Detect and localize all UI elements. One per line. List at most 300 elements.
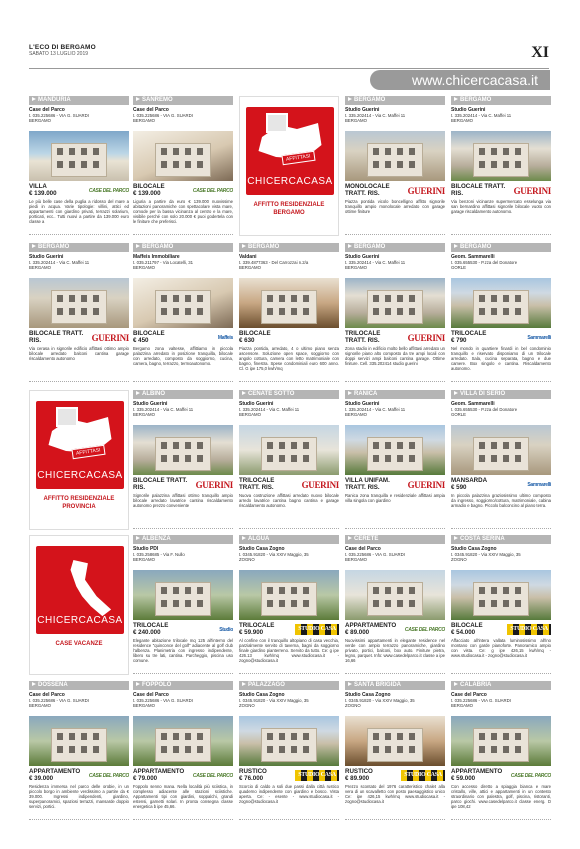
property-type-label: APPARTAMENTO [451, 768, 503, 775]
property-type [29, 330, 84, 344]
window-shape [69, 295, 75, 302]
property-type-label: BILOCALE TRATT. RIS. [133, 477, 188, 491]
window-shape [409, 161, 415, 168]
property-photo[interactable] [451, 425, 551, 475]
property-type [239, 330, 294, 344]
agency-city: ZOGNO [239, 557, 255, 563]
window-shape [185, 161, 191, 168]
affittasi-badge: AFFITTASI [71, 445, 105, 459]
agency-phone: t. 335.202414 - Via C. Maffei 11 [345, 260, 406, 265]
agency-city: GORLE [451, 412, 467, 418]
window-shape [503, 442, 509, 449]
window-shape [161, 600, 167, 607]
listing-description: Nel mondo in quartiere finardi in bel condominio tranquillo e riservato disponiamo di un trilocale arredato. Sala, cucina separata, bagno e due camere. Box singolo e cantina. Riscaldamento autonomo. [451, 346, 551, 371]
window-shape [479, 148, 485, 155]
window-shape [409, 746, 415, 753]
property-type-label: TRILOCALE [239, 622, 275, 629]
chicercacasa-promo[interactable] [239, 96, 339, 236]
window-shape [197, 455, 203, 462]
window-shape [173, 746, 179, 753]
property-price: € 59.900 [239, 629, 264, 636]
property-type [451, 477, 506, 491]
window-shape [197, 308, 203, 315]
listing-location: CENATE SOTTO [239, 390, 339, 399]
window-shape [173, 600, 179, 607]
listing-description: Elegante abitazione trilocale mq 125 all'interno del residence "quinconce del golf" adiacente al golf club l'albenza. Planimetria con ingresso indipendente, libero su tre lati, cantina. Parcheggio, piscina uso comune. [133, 638, 233, 663]
window-shape [491, 746, 497, 753]
property-type-label: BILOCALE [133, 330, 165, 337]
window-shape [267, 308, 273, 315]
property-type-label: MONOLOCALE TRATT. RIS. [345, 183, 390, 197]
listing-card[interactable] [29, 681, 129, 820]
listing-location: SANTA BRIGIDA [345, 681, 445, 690]
listing-location: ALBENZA [133, 535, 233, 544]
agency-name: Studio Guerini [239, 401, 274, 407]
listings-grid [29, 96, 551, 831]
agency-city: BERGAMO [29, 118, 51, 124]
agency-phone: t. 0345.91820 - Via XXIV Maggio, 35 [239, 552, 309, 557]
agency-logo: Studio [219, 627, 233, 633]
window-shape [291, 746, 297, 753]
window-shape [173, 455, 179, 462]
property-photo[interactable] [451, 131, 551, 181]
listing-location: BERGAMO [345, 243, 445, 252]
property-type-label: BILOCALE [133, 183, 165, 190]
listing-description: Piazza pontida vicolo boncelligno affitto signorile tranquillo ampio monolocale arredato con garage ottime finiture [345, 199, 445, 214]
property-price: € 79.000 [133, 775, 158, 782]
agency-city: BERGAMO [133, 265, 155, 271]
listing-card[interactable] [451, 96, 551, 235]
window-shape [397, 733, 403, 740]
listing-description: Foppolo senno mana. Nella località più sciistica, in complesso adiacente alle stazioni sciistiche. Appartamenti tipi con giardini, soppalchi, grandi estensi, garnetti solari. In pronta consegna classe energetica b ipe 45,66. [133, 784, 233, 809]
window-shape [385, 161, 391, 168]
agency-phone: t. 035.225686 - VIA G. SUARDI [29, 698, 89, 703]
property-photo[interactable] [29, 716, 129, 766]
agency-logo: STUDIO CASA [295, 624, 339, 635]
agency-logo: CASE DEL PARCO [88, 188, 129, 194]
agency-city: BERGAMO [345, 557, 367, 563]
window-shape [385, 295, 391, 302]
window-shape [385, 308, 391, 315]
listing-card[interactable] [451, 243, 551, 382]
agency-phone: t. 335.202414 - Via C. Maffei 11 [345, 113, 406, 118]
window-shape [173, 161, 179, 168]
window-shape [279, 733, 285, 740]
window-shape [161, 295, 167, 302]
window-shape [479, 295, 485, 302]
property-price: € 139.000 [29, 190, 57, 197]
listing-location: VILLA DI SERIO [451, 390, 551, 399]
property-photo[interactable] [239, 570, 339, 620]
window-shape [267, 295, 273, 302]
window-shape [303, 308, 309, 315]
listing-location: CERETE [345, 535, 445, 544]
agency-name: Studio Guerini [345, 254, 380, 260]
window-shape [503, 148, 509, 155]
agency-phone: t. 335.202414 - Via C. Maffei 11 [239, 407, 300, 412]
window-shape [503, 308, 509, 315]
agency-phone: t. 035.655530 - P.zza del Donatore [451, 260, 518, 265]
window-shape [409, 295, 415, 302]
agency-logo: CASE DEL PARCO [510, 773, 551, 779]
window-shape [279, 746, 285, 753]
property-price: € 54.000 [451, 629, 476, 636]
property-photo[interactable] [345, 131, 445, 181]
agency-name: Geom. Sammarelli [451, 254, 495, 260]
window-shape [173, 733, 179, 740]
property-photo[interactable] [345, 570, 445, 620]
window-shape [267, 442, 273, 449]
property-type [451, 622, 506, 636]
property-type [239, 622, 294, 636]
agency-phone: t. 0345.91820 - Via XXIV Maggio, 35 [239, 698, 309, 703]
window-shape [373, 746, 379, 753]
property-type [133, 622, 188, 636]
window-shape [385, 587, 391, 594]
window-shape [373, 308, 379, 315]
agency-city: BERGAMO [133, 703, 155, 709]
property-type-label: APPARTAMENTO [133, 768, 185, 775]
window-shape [57, 308, 63, 315]
agency-logo: GUERINI [407, 333, 445, 343]
window-shape [409, 455, 415, 462]
agency-phone: t. 035.225686 - VIA G. SUARDI [345, 552, 405, 557]
window-shape [161, 455, 167, 462]
listing-card[interactable] [239, 390, 339, 529]
window-shape [185, 746, 191, 753]
window-shape [479, 161, 485, 168]
listing-description: Bergamo zona valtesse, affittiamo in piccola palazzina arredato in posizione tranquilla, bilocale con arredato, composto da soggiorno, cucina, camera, bagno, terrazzo, termoautonomo. [133, 346, 233, 366]
window-shape [503, 587, 509, 594]
window-shape [479, 587, 485, 594]
agency-logo: GUERINI [407, 480, 445, 490]
property-photo[interactable] [29, 131, 129, 181]
agency-city: BERGAMO [345, 265, 367, 271]
listing-card[interactable] [345, 535, 445, 674]
window-shape [81, 295, 87, 302]
property-type [239, 768, 294, 782]
window-shape [409, 308, 415, 315]
window-shape [267, 600, 273, 607]
agency-logo: CASE DEL PARCO [192, 188, 233, 194]
promo-caption: CASE VACANZE [55, 641, 103, 647]
listing-card[interactable] [133, 535, 233, 674]
listing-card[interactable] [345, 96, 445, 235]
window-shape [69, 733, 75, 740]
agency-name: Studio Guerini [29, 254, 64, 260]
listing-card[interactable] [133, 96, 233, 235]
window-shape [303, 442, 309, 449]
window-shape [57, 161, 63, 168]
window-shape [69, 746, 75, 753]
window-shape [173, 587, 179, 594]
property-type [133, 183, 188, 197]
property-photo[interactable] [239, 425, 339, 475]
window-shape [197, 746, 203, 753]
window-shape [279, 442, 285, 449]
agency-name: Case del Parco [29, 107, 65, 113]
window-shape [161, 148, 167, 155]
window-shape [279, 600, 285, 607]
agency-city: ZOGNO [451, 557, 467, 563]
window-shape [93, 308, 99, 315]
window-shape [515, 600, 521, 607]
listing-card[interactable] [239, 243, 339, 382]
affittasi-badge: AFFITTASI [281, 151, 315, 165]
property-photo[interactable] [345, 425, 445, 475]
listing-card[interactable] [451, 681, 551, 820]
listing-card[interactable] [345, 681, 445, 820]
window-shape [69, 161, 75, 168]
listing-card[interactable] [239, 535, 339, 674]
window-shape [373, 587, 379, 594]
listing-card[interactable] [133, 243, 233, 382]
window-shape [57, 148, 63, 155]
window-shape [491, 308, 497, 315]
listing-card[interactable] [451, 535, 551, 674]
agency-city: ZOGNO [239, 703, 255, 709]
listing-card[interactable] [239, 681, 339, 820]
window-shape [185, 442, 191, 449]
window-shape [385, 455, 391, 462]
newspaper-name: L'ECO DI BERGAMO [29, 44, 96, 51]
agency-logo [295, 331, 339, 345]
property-photo[interactable] [133, 570, 233, 620]
agency-name: Studio Guerini [451, 107, 486, 113]
window-shape [291, 455, 297, 462]
window-shape [197, 733, 203, 740]
window-shape [373, 295, 379, 302]
window-shape [267, 733, 273, 740]
agency-name: Maffeis Immobiliare [133, 254, 180, 260]
window-shape [515, 746, 521, 753]
window-shape [197, 587, 203, 594]
agency-city: BERGAMO [451, 703, 473, 709]
window-shape [173, 148, 179, 155]
listing-description: Residenza immersa nel parco delle orobie, in un piccolo borgo in ambiente verdissimo a partire da € 39.000. Ingressi indipendenti, giardino, superpanoramici, spaziosi terrazzi, mansarde doppio servizi, portici. [29, 784, 129, 809]
chicercacasa-promo[interactable] [29, 535, 129, 675]
listing-description: Via cerasa in signorile edificio affittasi ottimo ampio bilocale arredato balconi cantina garage riscaldamento autonomo [29, 346, 129, 361]
agency-name: Case del Parco [29, 692, 65, 698]
window-shape [291, 733, 297, 740]
listing-description: Liguria a partire da euro € 139.000 nuovissime abitazioni panoramiche con spettacolare vista mare, comode per la bassa vicinanza al centro e la mare, visibile perché con solo 20.000 € puoi godertela con le finiture che preferisci. [133, 199, 233, 224]
listing-card[interactable] [133, 681, 233, 820]
window-shape [291, 442, 297, 449]
agency-city: GORLE [451, 265, 467, 271]
window-shape [173, 308, 179, 315]
agency-logo: GUERINI [513, 186, 551, 196]
window-shape [491, 587, 497, 594]
property-price: € 590 [451, 484, 467, 491]
window-shape [81, 148, 87, 155]
window-shape [81, 161, 87, 168]
listing-location: BERGAMO [133, 243, 233, 252]
listing-description: Con accesso diretto a spiaggia bianca e mare cristallo, ville, attici e appartamenti in un contesto straordinario con palestra, golf, piscina, ristoranti, parco giochi. www.casedelparco.it classe energ. D ipe 108,42 [451, 784, 551, 809]
agency-logo: CASE DEL PARCO [192, 773, 233, 779]
promo-red-box [246, 107, 334, 195]
property-type-label: APPARTAMENTO [345, 622, 397, 629]
listing-location: BERGAMO [239, 243, 339, 252]
property-type-label: RUSTICO [345, 768, 373, 775]
window-shape [373, 161, 379, 168]
window-shape [185, 733, 191, 740]
window-shape [279, 295, 285, 302]
agency-name: Case del Parco [133, 692, 169, 698]
window-shape [515, 308, 521, 315]
window-shape [491, 442, 497, 449]
agency-logo: GUERINI [91, 333, 129, 343]
window-shape [373, 442, 379, 449]
property-type-label: BILOCALE [451, 622, 483, 629]
property-type [239, 477, 294, 491]
property-photo[interactable] [133, 278, 233, 328]
property-type [133, 330, 188, 344]
window-shape [503, 600, 509, 607]
listing-description: Piazza pontida, arredato, 4 o ultimo piano senza ascensore. Soluzione open space, soggiorno con angolo cottura, camera con letto matrimoniale con bagno, finestra. Spese condominiali euro 600 anno. Cl. G ipe 175,0 kwh/mq [239, 346, 339, 371]
window-shape [93, 746, 99, 753]
window-shape [93, 295, 99, 302]
window-shape [491, 733, 497, 740]
agency-city: BERGAMO [345, 412, 367, 418]
property-type-label: BILOCALE TRATT. RIS. [451, 183, 506, 197]
window-shape [161, 746, 167, 753]
property-photo[interactable] [451, 716, 551, 766]
listing-card[interactable] [29, 243, 129, 382]
listing-card[interactable] [133, 390, 233, 529]
agency-phone: t. 035.225686 - VIA G. SUARDI [133, 113, 193, 118]
property-type-label: VILLA UNIFAM. TRATT. RIS. [345, 477, 390, 491]
agency-name: Studio Casa Zogno [239, 692, 285, 698]
property-photo[interactable] [239, 278, 339, 328]
window-shape [185, 308, 191, 315]
website-banner[interactable]: www.chicercacasa.it [370, 70, 550, 90]
window-shape [303, 733, 309, 740]
property-type-label: TRILOCALE [133, 622, 169, 629]
window-shape [197, 295, 203, 302]
window-shape [515, 442, 521, 449]
agency-city: BERGAMO [451, 118, 473, 124]
window-shape [303, 587, 309, 594]
listing-location: DOSSENA [29, 681, 129, 690]
property-price: € 240.000 [133, 629, 161, 636]
listing-location: ALBINO [133, 390, 233, 399]
listing-location: BERGAMO [451, 243, 551, 252]
window-shape [503, 733, 509, 740]
listing-location: BERGAMO [345, 96, 445, 105]
window-shape [491, 455, 497, 462]
window-shape [503, 455, 509, 462]
property-type [29, 183, 84, 197]
property-type-label: MANSARDA [451, 477, 488, 484]
window-shape [373, 733, 379, 740]
property-type-label: RUSTICO [239, 768, 267, 775]
window-shape [503, 746, 509, 753]
property-type-label: APPARTAMENTO [29, 768, 81, 775]
agency-name: Case del Parco [451, 692, 487, 698]
listing-card[interactable] [29, 96, 129, 235]
window-shape [185, 587, 191, 594]
property-type [451, 330, 506, 344]
agency-name: Case del Parco [133, 107, 169, 113]
window-shape [515, 148, 521, 155]
agency-city: BERGAMO [133, 412, 155, 418]
listing-location: COSTA SERINA [451, 535, 551, 544]
agency-logo: Maffeis [217, 335, 233, 341]
listing-location: ALGUA [239, 535, 339, 544]
window-shape [397, 587, 403, 594]
window-shape [279, 455, 285, 462]
property-price: € 39.000 [29, 775, 54, 782]
listing-card[interactable] [345, 390, 445, 529]
property-photo[interactable] [133, 716, 233, 766]
property-photo[interactable] [345, 278, 445, 328]
window-shape [161, 733, 167, 740]
window-shape [69, 148, 75, 155]
page-number: XI [531, 44, 549, 61]
listing-description: Zona stadio in edificio molto bello affittasi arredato un signorile piano alto composto da tre ampi locali con doppi servizi ampi balconi cantina garage. Ottime finiture. Cell. 335.202414 studio guerini [345, 346, 445, 366]
window-shape [491, 148, 497, 155]
promo-brand: CHICERCACASA [37, 615, 123, 626]
window-shape [503, 161, 509, 168]
property-photo[interactable] [133, 425, 233, 475]
window-shape [173, 442, 179, 449]
promo-red-box [36, 401, 124, 489]
agency-name: Geom. Sammarelli [451, 401, 495, 407]
agency-city: BERGAMO [345, 118, 367, 124]
agency-city: BERGAMO [29, 265, 51, 271]
property-type [451, 183, 506, 197]
window-shape [197, 600, 203, 607]
chicercacasa-promo[interactable] [29, 390, 129, 530]
property-photo[interactable] [451, 278, 551, 328]
listing-card[interactable] [451, 390, 551, 529]
window-shape [503, 295, 509, 302]
property-photo[interactable] [451, 570, 551, 620]
window-shape [185, 148, 191, 155]
window-shape [93, 733, 99, 740]
promo-brand: CHICERCACASA [37, 470, 123, 481]
window-shape [291, 587, 297, 594]
agency-logo: GUERINI [195, 480, 233, 490]
listing-location: BERGAMO [451, 96, 551, 105]
listing-description: Scorcio di caldo a soli due passi dalla città rustico quaderno indipendente con giardino e bosco. Vista aperta. Ce: - esente - www.studiocasa.it - zogno@studiocasa.it [239, 784, 339, 804]
agency-name: Studio Casa Zogno [239, 546, 285, 552]
property-photo[interactable] [133, 131, 233, 181]
property-photo[interactable] [29, 278, 129, 328]
promo-caption: AFFITTO RESIDENZIALE PROVINCIA [43, 496, 115, 510]
promo-caption: AFFITTO RESIDENZIALE BERGAMO [253, 202, 325, 216]
agency-phone: t. 035.211797 - Via Locatelli, 31 [133, 260, 194, 265]
property-photo[interactable] [239, 716, 339, 766]
window-shape [303, 746, 309, 753]
agency-phone: t. 335.202414 - Via C. Maffei 11 [133, 407, 194, 412]
header-rule [29, 68, 549, 69]
property-photo[interactable] [345, 716, 445, 766]
window-shape [267, 587, 273, 594]
window-shape [267, 746, 273, 753]
house-icon [56, 407, 78, 427]
agency-logo: STUDIO CASA [507, 624, 551, 635]
agency-city: BERGAMO [239, 412, 261, 418]
window-shape [479, 600, 485, 607]
listing-card[interactable] [345, 243, 445, 382]
agency-phone: t. 035.225686 - VIA G. SUARDI [29, 113, 89, 118]
agency-city: BERGAMO [133, 118, 155, 124]
listing-description: In piccola palazzina graziosissimo ultimo composto da ingresso, soggiorno/cottura, matrimoniale, cabina armadio e bagno. Piccolo balconcino al piano terra. [451, 493, 551, 508]
window-shape [303, 455, 309, 462]
agency-city: BERGAMO [133, 557, 155, 563]
window-shape [291, 295, 297, 302]
